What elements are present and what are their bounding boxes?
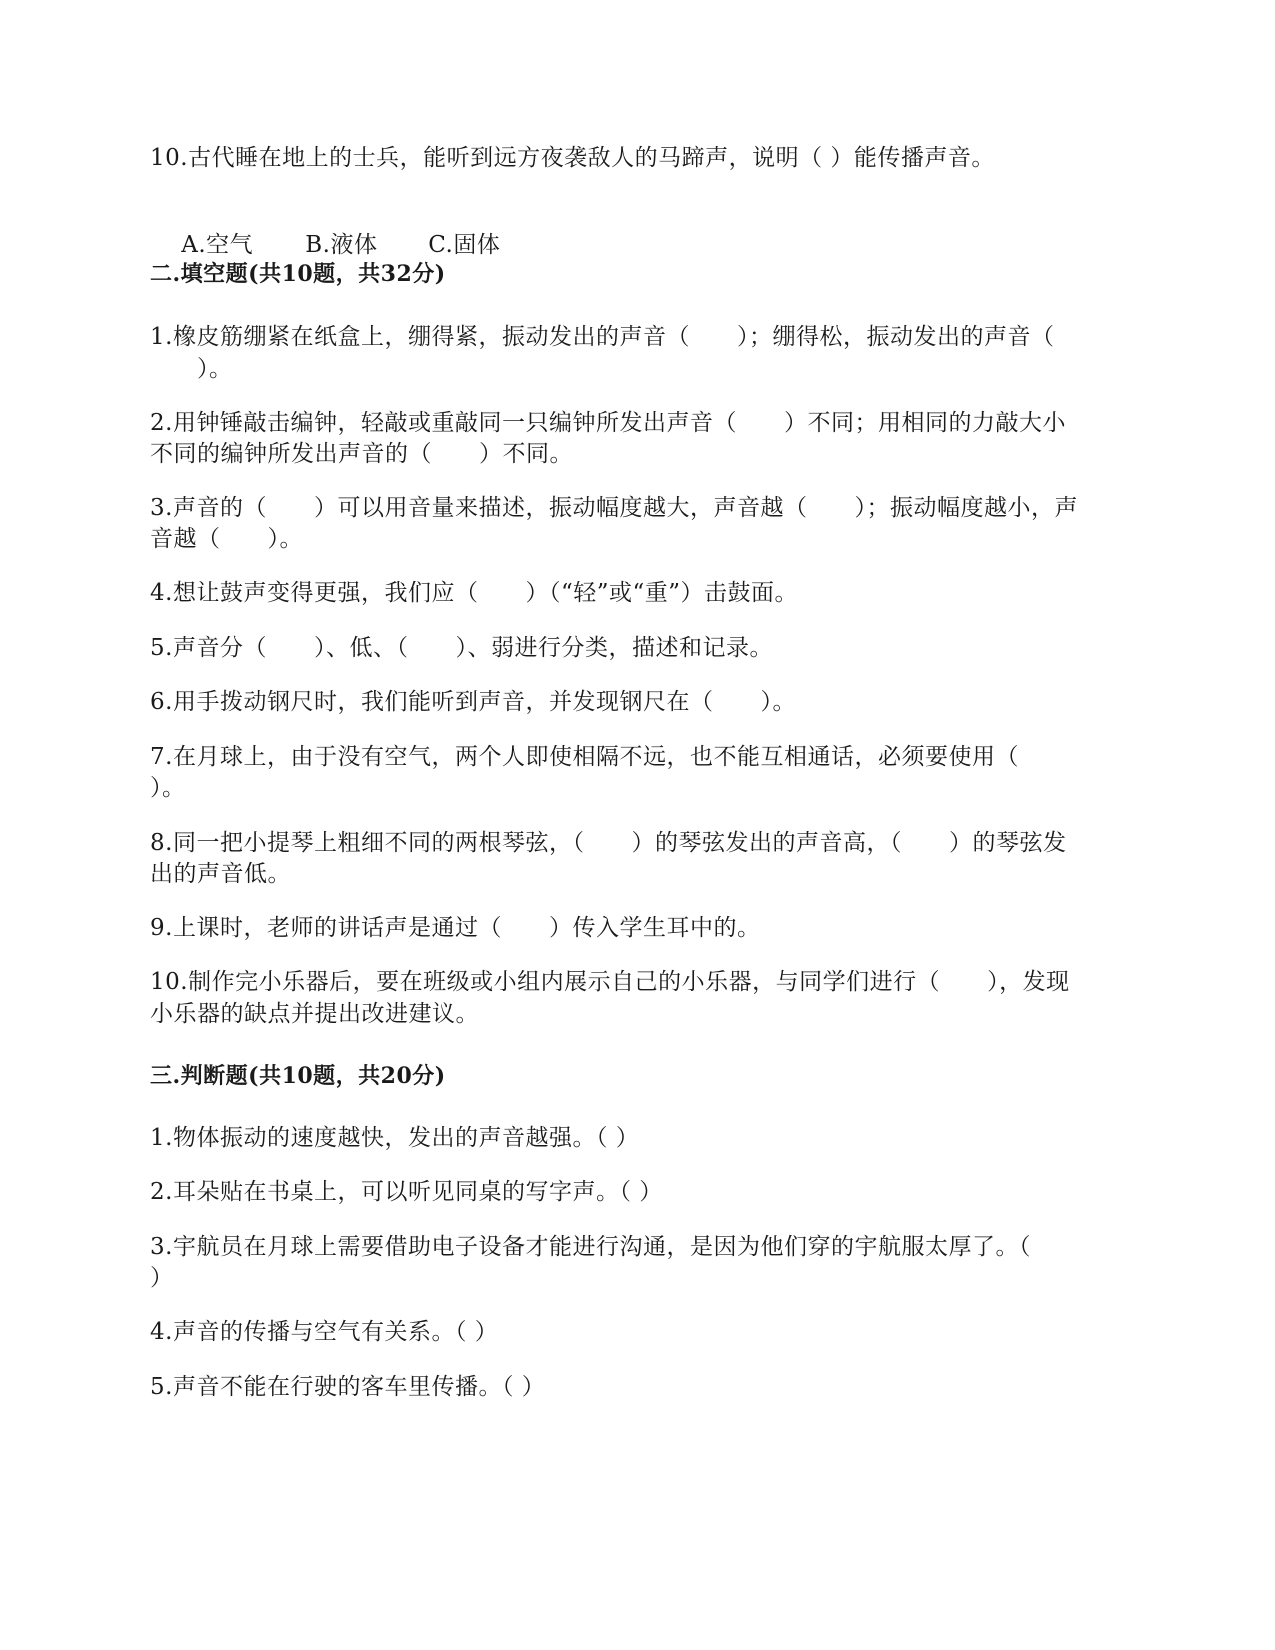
fill-question-3-line2: 音越（ ）。 xyxy=(150,526,303,552)
fill-question-4: 4.想让鼓声变得更强，我们应（ ）（“轻”或“重”）击鼓面。 xyxy=(150,580,798,606)
option-a: A.空气 xyxy=(181,232,254,258)
fill-question-8-line2: 出的声音低。 xyxy=(150,861,291,887)
fill-question-2-line1: 2.用钟锤敲击编钟，轻敲或重敲同一只编钟所发出声音（ ）不同；用相同的力敲大小 xyxy=(150,410,1066,436)
fill-question-1-line2: ）。 xyxy=(150,356,233,382)
section-heading-true-false: 三.判断题(共10题，共20分) xyxy=(150,1063,446,1089)
fill-question-9: 9.上课时，老师的讲话声是通过（ ）传入学生耳中的。 xyxy=(150,915,761,941)
option-c: C.固体 xyxy=(428,232,501,258)
fill-question-7-line1: 7.在月球上，由于没有空气，两个人即使相隔不远，也不能互相通话，必须要使用（ xyxy=(150,744,1019,770)
judge-question-4: 4.声音的传播与空气有关系。（ ） xyxy=(150,1319,499,1345)
fill-question-6: 6.用手拨动钢尺时，我们能听到声音，并发现钢尺在（ ）。 xyxy=(150,689,796,715)
fill-question-10-line2: 小乐器的缺点并提出改进建议。 xyxy=(150,1001,479,1027)
document-page xyxy=(150,0,1125,1650)
judge-question-3-line2: ） xyxy=(150,1265,174,1291)
judge-question-2: 2.耳朵贴在书桌上，可以听见同桌的写字声。（ ） xyxy=(150,1179,663,1205)
judge-question-5: 5.声音不能在行驶的客车里传播。（ ） xyxy=(150,1374,546,1400)
fill-question-10-line1: 10.制作完小乐器后，要在班级或小组内展示自己的小乐器，与同学们进行（ ），发现 xyxy=(150,969,1070,995)
fill-question-2-line2: 不同的编钟所发出声音的（ ）不同。 xyxy=(150,441,573,467)
judge-question-1: 1.物体振动的速度越快，发出的声音越强。（ ） xyxy=(150,1125,640,1151)
fill-question-1-line1: 1.橡皮筋绷紧在纸盒上，绷得紧，振动发出的声音（ ）；绷得松，振动发出的声音（ xyxy=(150,324,1055,350)
mc-question-10: 10.古代睡在地上的士兵，能听到远方夜袭敌人的马蹄声，说明（ ）能传播声音。 xyxy=(150,145,995,171)
option-b: B.液体 xyxy=(305,232,378,258)
fill-question-3-line1: 3.声音的（ ）可以用音量来描述，振动幅度越大，声音越（ ）；振动幅度越小，声 xyxy=(150,495,1078,521)
judge-question-3-line1: 3.宇航员在月球上需要借助电子设备才能进行沟通，是因为他们穿的宇航服太厚了。（ xyxy=(150,1234,1031,1260)
fill-question-5: 5.声音分（ ）、低、（ ）、弱进行分类，描述和记录。 xyxy=(150,635,773,661)
section-heading-fill-in: 二.填空题(共10题，共32分) xyxy=(150,261,446,287)
fill-question-7-line2: ）。 xyxy=(150,775,186,801)
fill-question-8-line1: 8.同一把小提琴上粗细不同的两根琴弦，（ ）的琴弦发出的声音高，（ ）的琴弦发 xyxy=(150,830,1067,856)
